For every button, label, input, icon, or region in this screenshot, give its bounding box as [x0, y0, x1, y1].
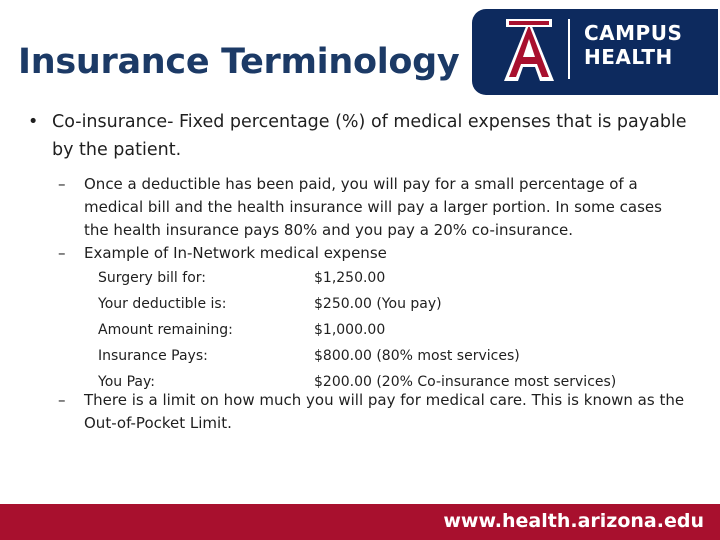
example-value: $800.00 (80% most services): [314, 348, 520, 364]
example-row: [98, 265, 688, 291]
example-value: $1,250.00: [314, 270, 386, 286]
dash-marker: –: [58, 391, 66, 409]
example-value: $200.00 (20% Co-insurance most services): [314, 374, 617, 390]
example-row: [98, 343, 688, 369]
example-value: $1,000.00: [314, 322, 386, 338]
slide-body: [28, 108, 688, 435]
example-label: Insurance Pays:: [98, 348, 208, 364]
example-label: Surgery bill for:: [98, 270, 206, 286]
dash-marker: –: [58, 244, 66, 262]
example-value: $250.00 (You pay): [314, 296, 442, 312]
sub-bullet-oop-limit: [28, 389, 688, 435]
sub-bullet-text: Once a deductible has been paid, you will pay for a small percentage of a medical bill and the health insurance will pay a larger portion. In some cases the health insurance pays 80% and you pay a 20% co-insurance.: [84, 175, 662, 239]
logo-wordmark: [584, 21, 682, 69]
bullet-marker: •: [28, 112, 39, 132]
example-label: You Pay:: [98, 374, 155, 390]
sub-bullet-text: There is a limit on how much you will pay for medical care. This is known as the Out-of-Pocket Limit.: [84, 391, 685, 432]
footer-bar: [0, 504, 720, 540]
logo-divider: [568, 19, 570, 79]
example-row: [98, 317, 688, 343]
logo-line-campus: CAMPUS: [584, 21, 683, 45]
dash-marker: –: [58, 175, 66, 193]
arizona-a-logo-icon: [502, 17, 556, 83]
campus-health-logo: [472, 9, 718, 95]
sub-bullet-text: Example of In-Network medical expense: [84, 244, 387, 262]
example-label: Amount remaining:: [98, 322, 233, 338]
example-label: Your deductible is:: [98, 296, 227, 312]
bullet-coinsurance: [28, 108, 688, 164]
slide-title: Insurance Terminology: [18, 42, 460, 82]
example-table: [28, 265, 688, 395]
footer-url: www.health.arizona.edu: [443, 510, 704, 532]
logo-line-health: HEALTH: [584, 45, 673, 69]
sub-bullet-example: [28, 242, 688, 265]
sub-bullet-deductible: [28, 173, 688, 242]
bullet-text: Co-insurance- Fixed percentage (%) of medical expenses that is payable by the patient.: [52, 112, 687, 160]
example-row: [98, 291, 688, 317]
